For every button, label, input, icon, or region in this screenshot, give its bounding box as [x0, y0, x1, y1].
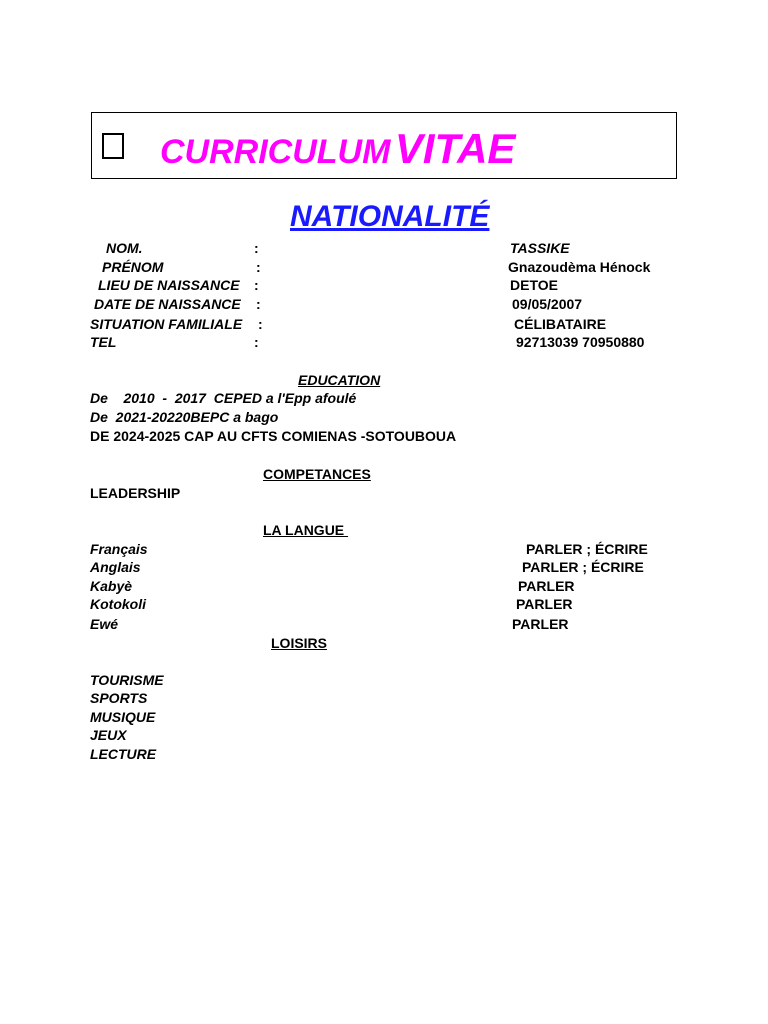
education-heading: EDUCATION: [298, 372, 381, 388]
education-line: De 2021-20220BEPC a bago: [90, 409, 279, 425]
hobby-item: LECTURE: [90, 746, 157, 762]
competences-heading: COMPETANCES: [263, 466, 371, 482]
language-level: PARLER: [512, 616, 569, 632]
label-date-naissance: DATE DE NAISSANCE: [94, 296, 241, 312]
language-level: PARLER: [516, 596, 573, 612]
nationality-heading: NATIONALITÉ: [290, 200, 490, 233]
title-word-vitae: VITAE: [394, 125, 516, 172]
value-prenom: Gnazoudèma Hénock: [508, 259, 651, 275]
separator: :: [256, 259, 261, 275]
label-lieu-naissance: LIEU DE NAISSANCE: [98, 277, 240, 293]
separator: :: [256, 296, 261, 312]
label-tel: TEL: [90, 334, 117, 350]
competence-item: LEADERSHIP: [90, 485, 181, 501]
value-date-naissance: 09/05/2007: [512, 296, 583, 312]
checkbox-icon: [102, 133, 124, 159]
language-level: PARLER: [518, 578, 575, 594]
education-line: De 2010 - 2017 CEPED a l'Epp afoulé: [90, 390, 357, 406]
hobby-item: MUSIQUE: [90, 709, 156, 725]
hobby-item: JEUX: [90, 727, 127, 743]
language-level: PARLER ; ÉCRIRE: [526, 541, 648, 557]
language-name: Kotokoli: [90, 596, 146, 612]
hobby-item: SPORTS: [90, 690, 148, 706]
language-name: Kabyè: [90, 578, 133, 594]
separator: :: [254, 334, 259, 350]
title-box: [91, 112, 677, 179]
language-name: Ewé: [90, 616, 119, 632]
hobby-item: TOURISME: [90, 672, 164, 688]
separator: :: [254, 277, 259, 293]
value-situation-familiale: CÉLIBATAIRE: [514, 316, 607, 332]
value-tel: 92713039 70950880: [516, 334, 645, 350]
hobbies-heading: LOISIRS: [271, 635, 328, 651]
separator: :: [258, 316, 263, 332]
label-situation-familiale: SITUATION FAMILIALE: [90, 316, 243, 332]
language-level: PARLER ; ÉCRIRE: [522, 559, 644, 575]
value-lieu-naissance: DETOE: [510, 277, 558, 293]
label-nom: NOM.: [106, 240, 143, 256]
page-title: [160, 125, 515, 173]
languages-heading: LA LANGUE: [263, 522, 349, 538]
language-name: Français: [90, 541, 148, 557]
value-nom: TASSIKE: [510, 240, 570, 256]
label-prenom: PRÉNOM: [102, 259, 164, 275]
title-word-curriculum: CURRICULUM: [160, 133, 391, 171]
separator: :: [254, 240, 259, 256]
language-name: Anglais: [90, 559, 141, 575]
education-line: DE 2024-2025 CAP AU CFTS COMIENAS -SOTOUBOUA: [90, 428, 457, 444]
